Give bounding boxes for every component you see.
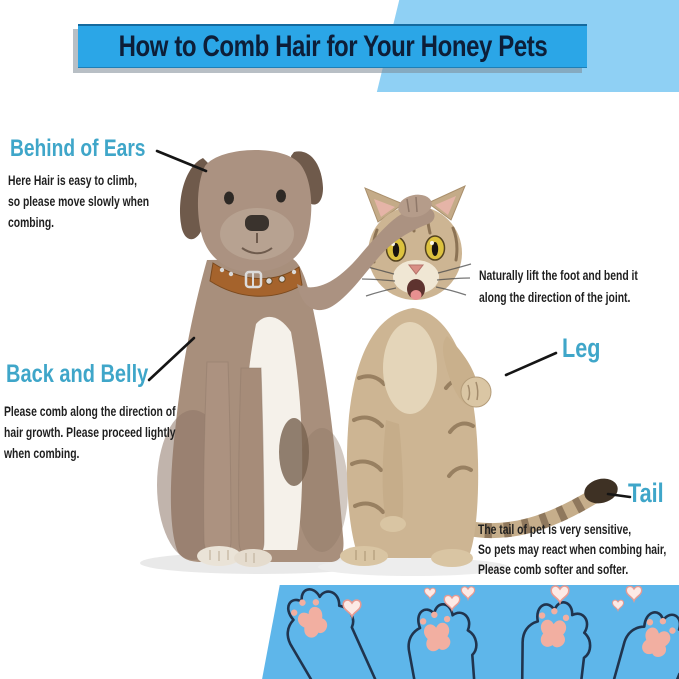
instruction-line: So pets may react when combing hair,: [478, 541, 667, 557]
cat-raised-paw: [461, 377, 491, 407]
instruction-line: The tail of pet is very sensitive,: [478, 521, 632, 537]
label-tail: Tail: [628, 478, 664, 508]
paw-doodle-icon: [519, 600, 593, 679]
dog-eye: [224, 192, 234, 205]
instruction-line: hair growth. Please proceed lightly: [4, 424, 176, 440]
paragraph-ears: [8, 170, 149, 233]
instruction-line: Please comb along the direction of: [4, 403, 176, 419]
paw-doodle-icon: [403, 600, 486, 679]
instruction-line: so please move slowly when: [8, 193, 150, 209]
dog-nose: [245, 215, 269, 231]
dog-illustration: [157, 150, 348, 567]
instruction-line: Please comb softer and softer.: [478, 561, 629, 577]
cat-hind-foot: [340, 546, 388, 566]
paragraph-leg: [479, 264, 638, 308]
paw-doodle-icon: [271, 585, 385, 679]
heart-icon: [461, 587, 474, 599]
cat-hind-foot: [431, 549, 473, 567]
label-behind-of-ears: Behind of Ears: [10, 135, 146, 162]
instruction-line: Naturally lift the foot and bend it: [479, 267, 638, 283]
label-back-and-belly: Back and Belly: [6, 360, 149, 388]
dog-eye: [276, 190, 286, 203]
heart-icon: [425, 588, 436, 598]
instruction-line: combing.: [8, 214, 55, 230]
instruction-line: when combing.: [4, 445, 80, 461]
page-title: How to Comb Hair for Your Honey Pets: [118, 29, 547, 63]
dog-front-leg: [204, 362, 231, 556]
pointer-line-leg: [506, 353, 556, 375]
instruction-line: along the direction of the joint.: [479, 289, 631, 305]
instruction-line: Here Hair is easy to climb,: [8, 172, 137, 188]
heart-icon: [613, 600, 624, 610]
heart-icon: [551, 586, 569, 602]
cat-foreleg: [383, 420, 404, 530]
paragraph-tail: [478, 519, 666, 579]
label-leg: Leg: [562, 333, 601, 363]
paragraph-back: [4, 401, 176, 464]
dog-front-leg: [239, 368, 264, 557]
paw-doodle-icon: [601, 603, 679, 679]
cat-tongue: [411, 290, 422, 300]
heart-icon: [626, 586, 641, 600]
